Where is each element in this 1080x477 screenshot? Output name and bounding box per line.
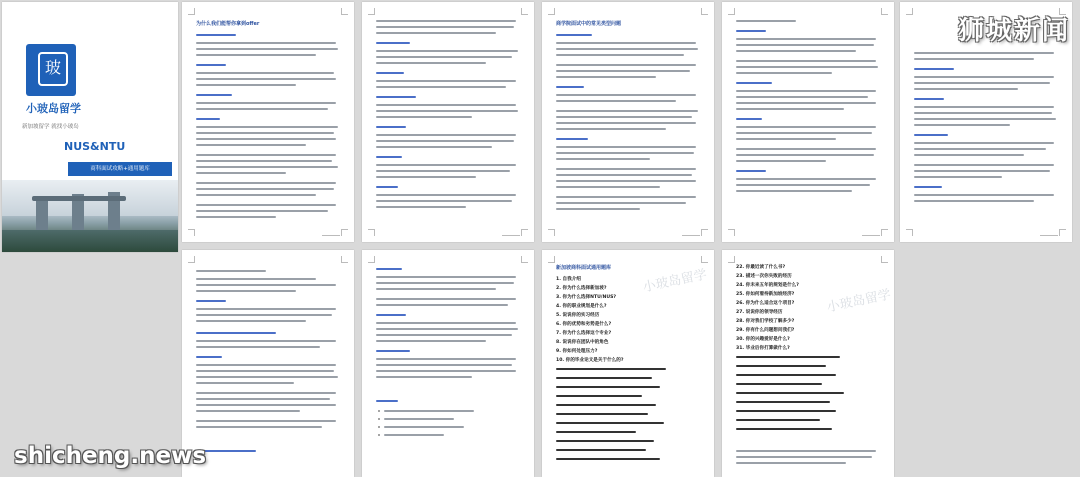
text-line bbox=[196, 370, 334, 372]
question-item: 5. 说说你的实习经历 bbox=[556, 313, 600, 318]
text-line bbox=[196, 154, 336, 156]
crop-mark bbox=[368, 256, 375, 263]
crop-mark bbox=[548, 229, 555, 236]
question-item: 8. 说说你在团队中的角色 bbox=[556, 340, 609, 345]
text-line bbox=[914, 148, 1046, 150]
text-line bbox=[376, 400, 398, 402]
text-line bbox=[376, 170, 510, 172]
text-line bbox=[376, 164, 516, 166]
text-line bbox=[196, 182, 336, 184]
page-footer bbox=[862, 235, 880, 236]
text-line bbox=[556, 449, 646, 451]
text-line bbox=[914, 52, 1054, 54]
question-item: 10. 你的毕业论文是关于什么的? bbox=[556, 358, 624, 363]
text-line bbox=[914, 200, 1034, 202]
text-line bbox=[376, 126, 406, 128]
photo-tower bbox=[36, 196, 48, 230]
text-line bbox=[384, 418, 454, 420]
text-line bbox=[736, 72, 832, 74]
text-line bbox=[196, 126, 338, 128]
text-line bbox=[914, 154, 1024, 156]
text-line bbox=[196, 278, 316, 280]
text-line bbox=[556, 440, 654, 442]
text-line bbox=[384, 426, 464, 428]
crop-mark bbox=[906, 8, 913, 15]
crop-mark bbox=[881, 256, 888, 263]
text-line bbox=[376, 364, 512, 366]
text-line bbox=[736, 50, 856, 52]
page-footer bbox=[1040, 235, 1058, 236]
doc-page bbox=[542, 2, 714, 242]
question-item: 30. 你的兴趣爱好是什么? bbox=[736, 337, 790, 342]
crop-mark bbox=[341, 229, 348, 236]
text-line bbox=[376, 200, 512, 202]
text-line bbox=[914, 106, 1054, 108]
crop-mark bbox=[368, 8, 375, 15]
text-line bbox=[556, 48, 698, 50]
text-line bbox=[376, 72, 404, 74]
text-line bbox=[556, 404, 656, 406]
crop-mark bbox=[548, 8, 555, 15]
text-line bbox=[376, 110, 518, 112]
text-line bbox=[196, 300, 226, 302]
text-line bbox=[914, 88, 1018, 90]
question-item: 27. 说说你的领导经历 bbox=[736, 310, 783, 315]
text-line bbox=[736, 90, 876, 92]
text-line bbox=[376, 350, 410, 352]
text-line bbox=[196, 340, 336, 342]
text-line bbox=[736, 462, 846, 464]
text-line bbox=[736, 138, 836, 140]
text-line bbox=[914, 112, 1052, 114]
text-line bbox=[556, 168, 696, 170]
text-line bbox=[196, 34, 236, 36]
text-line bbox=[196, 160, 332, 162]
text-line bbox=[376, 86, 506, 88]
doc-page bbox=[362, 2, 534, 242]
text-line bbox=[376, 96, 416, 98]
text-line bbox=[196, 314, 332, 316]
text-line bbox=[556, 76, 656, 78]
text-line bbox=[736, 178, 876, 180]
page-footer bbox=[322, 235, 340, 236]
text-line bbox=[556, 180, 696, 182]
text-line bbox=[914, 98, 944, 100]
text-line bbox=[556, 116, 692, 118]
question-item: 25. 你如何看待新加坡经济? bbox=[736, 292, 795, 297]
list-bullet bbox=[378, 410, 380, 412]
text-line bbox=[196, 188, 334, 190]
text-line bbox=[376, 298, 516, 300]
text-line bbox=[376, 282, 514, 284]
cover-title: NUS&NTU bbox=[64, 140, 126, 153]
text-line bbox=[914, 194, 1054, 196]
text-line bbox=[196, 72, 334, 74]
text-line bbox=[196, 172, 286, 174]
text-line bbox=[196, 64, 226, 66]
crop-mark bbox=[368, 229, 375, 236]
logo-glyph: 玻 bbox=[38, 52, 68, 86]
text-line bbox=[556, 395, 642, 397]
brand-name: 小玻岛留学 bbox=[26, 102, 81, 115]
text-line bbox=[736, 374, 836, 376]
crop-mark bbox=[881, 229, 888, 236]
text-line bbox=[376, 194, 516, 196]
list-bullet bbox=[378, 418, 380, 420]
question-item: 31. 毕业后你打算做什么? bbox=[736, 346, 790, 351]
doc-page bbox=[722, 2, 894, 242]
text-line bbox=[196, 108, 328, 110]
text-line bbox=[736, 450, 876, 452]
text-line bbox=[196, 138, 336, 140]
text-line bbox=[196, 94, 232, 96]
text-line bbox=[196, 118, 220, 120]
crop-mark bbox=[341, 256, 348, 263]
text-line bbox=[376, 56, 512, 58]
text-line bbox=[556, 42, 696, 44]
crop-mark bbox=[188, 229, 195, 236]
text-line bbox=[736, 365, 826, 367]
news-watermark-top: 狮城新闻 bbox=[957, 16, 1070, 46]
text-line bbox=[384, 410, 474, 412]
text-line bbox=[376, 340, 486, 342]
text-line bbox=[196, 410, 300, 412]
crop-mark bbox=[548, 256, 555, 263]
text-line bbox=[736, 38, 876, 40]
text-line bbox=[376, 50, 518, 52]
text-line bbox=[914, 176, 1002, 178]
text-line bbox=[376, 206, 466, 208]
text-line bbox=[196, 204, 336, 206]
text-line bbox=[376, 186, 398, 188]
text-line bbox=[914, 142, 1054, 144]
text-line bbox=[196, 210, 328, 212]
text-line bbox=[556, 413, 648, 415]
list-bullet bbox=[378, 426, 380, 428]
question-item: 24. 你未来五年的规划是什么? bbox=[736, 283, 799, 288]
text-line bbox=[196, 308, 336, 310]
news-watermark-bottom: shicheng.news bbox=[14, 443, 207, 469]
text-line bbox=[736, 356, 840, 358]
text-line bbox=[376, 26, 514, 28]
text-line bbox=[914, 118, 1056, 120]
text-line bbox=[196, 356, 222, 358]
text-line bbox=[556, 94, 696, 96]
text-line bbox=[376, 62, 486, 64]
text-line bbox=[556, 110, 698, 112]
doc-page bbox=[182, 2, 354, 242]
page-footer bbox=[682, 235, 700, 236]
faint-brand-watermark: 小玻岛留学 bbox=[825, 287, 893, 316]
text-line bbox=[376, 156, 402, 158]
crop-mark bbox=[188, 256, 195, 263]
text-line bbox=[914, 186, 942, 188]
crop-mark bbox=[728, 229, 735, 236]
crop-mark bbox=[521, 8, 528, 15]
cover-page bbox=[2, 2, 178, 252]
text-line bbox=[556, 208, 640, 210]
text-line bbox=[736, 44, 874, 46]
question-item: 28. 你对我们学校了解多少? bbox=[736, 319, 795, 324]
question-item: 9. 你如何处理压力? bbox=[556, 349, 598, 354]
text-line bbox=[196, 42, 336, 44]
text-line bbox=[376, 42, 410, 44]
text-line bbox=[736, 132, 872, 134]
crop-mark bbox=[728, 256, 735, 263]
text-line bbox=[736, 82, 772, 84]
text-line bbox=[556, 368, 666, 370]
text-line bbox=[556, 100, 676, 102]
crop-mark bbox=[701, 256, 708, 263]
crop-mark bbox=[341, 8, 348, 15]
question-item: 1. 自我介绍 bbox=[556, 277, 581, 282]
text-line bbox=[376, 32, 496, 34]
text-line bbox=[556, 70, 690, 72]
text-line bbox=[556, 138, 588, 140]
question-item: 4. 你的职业规划是什么? bbox=[556, 304, 607, 309]
text-line bbox=[736, 30, 766, 32]
crop-mark bbox=[728, 8, 735, 15]
text-line bbox=[196, 364, 336, 366]
text-line bbox=[196, 194, 316, 196]
text-line bbox=[914, 76, 1054, 78]
text-line bbox=[914, 134, 948, 136]
crop-mark bbox=[521, 229, 528, 236]
text-line bbox=[914, 170, 1050, 172]
text-line bbox=[196, 398, 330, 400]
text-line bbox=[914, 164, 1054, 166]
text-line bbox=[736, 383, 822, 385]
question-item: 3. 你为什么选择NTU/NUS? bbox=[556, 295, 617, 300]
page-title: 商学院面试中的常见类型问题 bbox=[556, 21, 622, 27]
text-line bbox=[376, 268, 402, 270]
question-item: 26. 你为什么适合这个项目? bbox=[736, 301, 795, 306]
text-line bbox=[914, 82, 1050, 84]
question-item: 7. 你为什么选择这个专业? bbox=[556, 331, 612, 336]
text-line bbox=[556, 54, 684, 56]
question-list-page bbox=[722, 250, 894, 477]
text-line bbox=[736, 60, 876, 62]
question-item: 22. 你最近读了什么书? bbox=[736, 265, 786, 270]
text-line bbox=[376, 328, 518, 330]
text-line bbox=[556, 64, 696, 66]
text-line bbox=[196, 144, 306, 146]
cover-subtitle: 商科面试攻略+通用题库 bbox=[68, 162, 172, 176]
crop-mark bbox=[188, 8, 195, 15]
text-line bbox=[736, 190, 852, 192]
text-line bbox=[736, 102, 876, 104]
text-line bbox=[556, 122, 696, 124]
crop-mark bbox=[906, 229, 913, 236]
brand-logo bbox=[26, 44, 76, 96]
question-item: 2. 你为什么选择新加坡? bbox=[556, 286, 607, 291]
list-heading: 新加坡商科面试通用题库 bbox=[556, 265, 612, 271]
question-list-page bbox=[542, 250, 714, 477]
text-line bbox=[196, 84, 296, 86]
text-line bbox=[556, 186, 660, 188]
text-line bbox=[376, 116, 472, 118]
text-line bbox=[196, 420, 336, 422]
doc-page bbox=[182, 250, 354, 477]
question-item: 23. 描述一次你失败的经历 bbox=[736, 274, 792, 279]
text-line bbox=[556, 431, 636, 433]
text-line bbox=[376, 370, 516, 372]
text-line bbox=[914, 68, 954, 70]
text-line bbox=[196, 132, 334, 134]
text-line bbox=[196, 166, 338, 168]
question-item: 6. 你的优势和劣势是什么? bbox=[556, 322, 612, 327]
text-line bbox=[196, 290, 296, 292]
text-line bbox=[196, 392, 336, 394]
text-line bbox=[736, 20, 796, 22]
text-line bbox=[556, 86, 584, 88]
text-line bbox=[376, 304, 508, 306]
text-line bbox=[196, 376, 338, 378]
question-item: 29. 你有什么问题想问我们? bbox=[736, 328, 795, 333]
text-line bbox=[376, 376, 472, 378]
text-line bbox=[376, 334, 512, 336]
text-line bbox=[196, 78, 336, 80]
text-line bbox=[736, 170, 766, 172]
text-line bbox=[736, 108, 844, 110]
text-line bbox=[556, 158, 650, 160]
text-line bbox=[196, 54, 316, 56]
text-line bbox=[196, 332, 276, 334]
photo-skypark bbox=[32, 196, 126, 201]
doc-page bbox=[362, 250, 534, 477]
text-line bbox=[736, 96, 868, 98]
text-line bbox=[376, 134, 516, 136]
text-line bbox=[376, 314, 406, 316]
text-line bbox=[376, 80, 516, 82]
text-line bbox=[914, 124, 1010, 126]
text-line bbox=[196, 270, 266, 272]
text-line bbox=[196, 382, 294, 384]
text-line bbox=[196, 284, 336, 286]
text-line bbox=[736, 410, 836, 412]
text-line bbox=[736, 419, 820, 421]
text-line bbox=[376, 288, 496, 290]
text-line bbox=[376, 358, 516, 360]
text-line bbox=[736, 126, 876, 128]
text-line bbox=[196, 320, 306, 322]
text-line bbox=[736, 118, 762, 120]
text-line bbox=[376, 322, 516, 324]
text-line bbox=[736, 428, 832, 430]
text-line bbox=[376, 104, 516, 106]
text-line bbox=[196, 346, 320, 348]
page-title: 为什么我们能帮你拿到offer bbox=[196, 21, 260, 27]
text-line bbox=[384, 434, 444, 436]
text-line bbox=[736, 401, 830, 403]
text-line bbox=[736, 456, 872, 458]
text-line bbox=[556, 128, 666, 130]
text-line bbox=[556, 34, 592, 36]
text-line bbox=[376, 176, 476, 178]
text-line bbox=[556, 146, 696, 148]
text-line bbox=[196, 426, 322, 428]
crop-mark bbox=[701, 229, 708, 236]
text-line bbox=[556, 458, 660, 460]
text-line bbox=[376, 20, 516, 22]
photo-water bbox=[2, 230, 178, 252]
text-line bbox=[556, 377, 652, 379]
crop-mark bbox=[881, 8, 888, 15]
brand-slogan: 新加坡留学 就找小玻岛 bbox=[22, 124, 79, 130]
text-line bbox=[736, 160, 826, 162]
cover-photo bbox=[2, 180, 178, 252]
text-line bbox=[556, 196, 696, 198]
text-line bbox=[196, 48, 338, 50]
text-line bbox=[376, 146, 492, 148]
page-footer bbox=[502, 235, 520, 236]
text-line bbox=[736, 66, 878, 68]
text-line bbox=[556, 422, 664, 424]
crop-mark bbox=[521, 256, 528, 263]
text-line bbox=[556, 174, 692, 176]
text-line bbox=[196, 404, 336, 406]
text-line bbox=[556, 152, 694, 154]
crop-mark bbox=[701, 8, 708, 15]
text-line bbox=[736, 154, 874, 156]
text-line bbox=[196, 216, 276, 218]
text-line bbox=[736, 148, 876, 150]
text-line bbox=[736, 184, 870, 186]
text-line bbox=[736, 392, 844, 394]
list-bullet bbox=[378, 434, 380, 436]
text-line bbox=[914, 58, 1034, 60]
text-line bbox=[376, 140, 514, 142]
crop-mark bbox=[1059, 229, 1066, 236]
faint-brand-watermark: 小玻岛留学 bbox=[641, 267, 709, 296]
text-line bbox=[376, 276, 516, 278]
text-line bbox=[196, 102, 336, 104]
text-line bbox=[556, 386, 660, 388]
text-line bbox=[556, 202, 686, 204]
